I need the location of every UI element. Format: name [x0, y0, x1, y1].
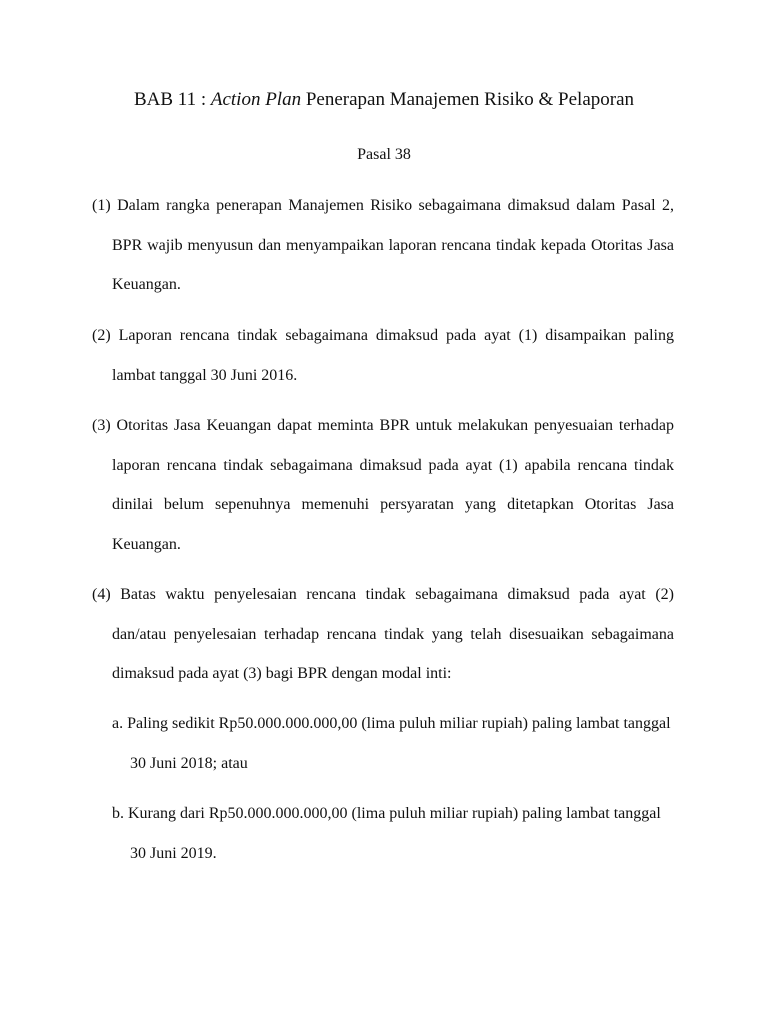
paragraph-1: (1) Dalam rangka penerapan Manajemen Risiko sebagaimana dimaksud dalam Pasal 2, BPR wajib menyusun dan menyampaikan laporan rencana tindak kepada Otoritas Jasa Keuangan. — [92, 197, 674, 293]
sub-item-b: b. Kurang dari Rp50.000.000.000,00 (lima puluh miliar rupiah) paling lambat tanggal 30 Juni 2019. — [112, 805, 661, 862]
paragraph-4: (4) Batas waktu penyelesaian rencana tindak sebagaimana dimaksud pada ayat (2) dan/atau penyelesaian terhadap rencana tindak yang telah disesuaikan sebagaimana dimaksud pada ayat (3) bagi BPR dengan modal inti: — [92, 586, 674, 682]
chapter-title-suffix: Penerapan Manajemen Risiko & Pelaporan — [301, 89, 635, 110]
sub-item-a: a. Paling sedikit Rp50.000.000.000,00 (lima puluh miliar rupiah) paling lambat tanggal 30 Juni 2018; atau — [112, 715, 671, 772]
paragraph-3: (3) Otoritas Jasa Keuangan dapat meminta BPR untuk melakukan penyesuaian terhadap laporan rencana tindak sebagaimana dimaksud pada ayat (1) apabila rencana tindak dinilai belum sepenuhnya memenuhi persyaratan yang ditetapkan Otoritas Jasa Keuangan. — [92, 417, 674, 553]
paragraph-2: (2) Laporan rencana tindak sebagaimana dimaksud pada ayat (1) disampaikan paling lambat tanggal 30 Juni 2016. — [92, 327, 674, 384]
chapter-title-italic: Action Plan — [210, 89, 302, 110]
article-heading: Pasal 38 — [357, 146, 411, 163]
chapter-title — [0, 88, 768, 112]
chapter-title-prefix: BAB 11 : — [133, 89, 211, 110]
